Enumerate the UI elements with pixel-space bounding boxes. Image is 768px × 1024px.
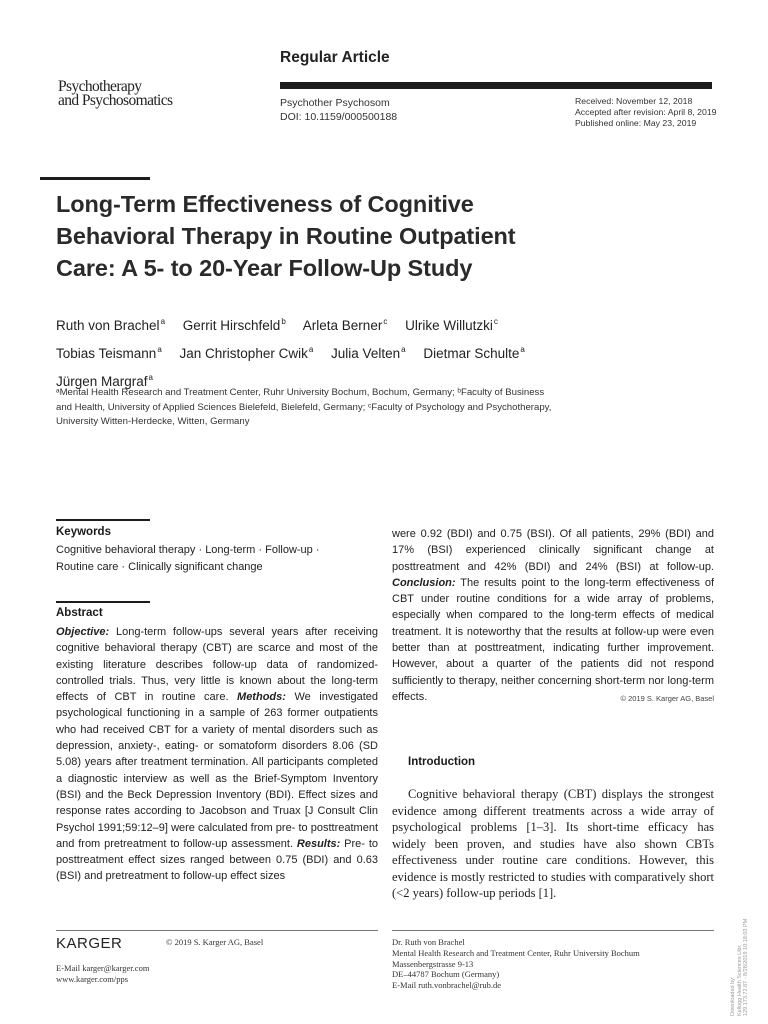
title-line: Long-Term Effectiveness of Cognitive	[56, 191, 474, 217]
doi-link[interactable]: DOI: 10.1159/000500188	[280, 111, 398, 123]
footer-rule	[56, 930, 378, 931]
published-date: Published online: May 23, 2019	[575, 118, 697, 128]
author[interactable]: Jürgen Margraf$^a$	[56, 373, 153, 389]
journal-logo	[58, 80, 172, 108]
author[interactable]: Jan Christopher Cwik$^a$	[179, 345, 314, 361]
keywords-line: Cognitive behavioral therapy · Long-term · Follow-up ·	[56, 544, 320, 556]
header-rule	[280, 82, 712, 89]
correspondence-address	[392, 937, 640, 991]
correspondence-line: Mental Health Research and Treatment Center, Ruhr University Bochum	[392, 947, 640, 958]
abstract-rule	[56, 601, 150, 603]
journal-logo-line2: and Psychosomatics	[58, 92, 173, 109]
author[interactable]: Dietmar Schulte$^a$	[423, 345, 525, 361]
article-dates	[575, 96, 717, 129]
article-type: Regular Article	[280, 49, 390, 66]
title-rule	[40, 177, 150, 180]
author[interactable]: Arleta Berner$^c$	[302, 317, 388, 333]
author-line	[56, 310, 539, 338]
author[interactable]: Ruth von Brachel$^a$	[56, 317, 166, 333]
publisher-contact	[56, 963, 149, 985]
publisher-copyright: © 2019 S. Karger AG, Basel	[166, 937, 264, 947]
publisher-email-link[interactable]: E-Mail karger@karger.com	[56, 963, 150, 973]
journal-name: Psychother Psychosom	[280, 97, 390, 109]
abstract-copyright: © 2019 S. Karger AG, Basel	[620, 693, 714, 703]
results-text-continued: were 0.92 (BDI) and 0.75 (BSI). Of all patients, 29% (BDI) and 17% (BSI) experienced clinically significant change at posttreatment and 42% (BDI) and 24% (BSI) at follow-up.	[392, 528, 714, 573]
keywords-rule	[56, 519, 150, 521]
keywords-heading: Keywords	[56, 526, 111, 538]
affiliation-line: and Health, University of Applied Sciences Bielefeld, Bielefeld, Germany; ᶜFaculty of Psychology and Psychotherapy,	[56, 401, 552, 413]
publisher-web-link[interactable]: www.karger.com/pps	[56, 974, 129, 984]
results-label: Results:	[296, 837, 341, 850]
methods-label: Methods:	[237, 691, 286, 704]
title-line: Behavioral Therapy in Routine Outpatient	[56, 223, 516, 249]
correspondence-line: DE–44787 Bochum (Germany)	[392, 969, 500, 980]
conclusion-label: Conclusion:	[392, 576, 456, 589]
author-line	[56, 338, 539, 366]
author[interactable]: Gerrit Hirschfeld$^b$	[182, 317, 286, 333]
keywords-line: Routine care · Clinically significant change	[56, 560, 263, 573]
introduction-heading: Introduction	[408, 756, 476, 768]
abstract-heading: Abstract	[56, 607, 103, 619]
publisher-logo: KARGER	[56, 935, 123, 952]
journal-citation	[280, 96, 397, 124]
objective-label: Objective:	[56, 626, 110, 638]
affiliation-line: University Witten-Herdecke, Witten, Germany	[56, 416, 250, 427]
author[interactable]: Julia Velten$^a$	[331, 345, 406, 361]
abstract-column-right	[392, 526, 714, 707]
author-list	[56, 310, 539, 394]
author[interactable]: Ulrike Willutzki$^c$	[405, 317, 498, 333]
conclusion-text: The results point to the long-term effectiveness of CBT under routine conditions for a wide array of problems, especially when compared to the long-term effects of medical treatment. It is noteworthy that the results at follow-up were even better than at posttreatment, indicating further improvement. However, about a quarter of the patients did not respond sufficiently to therapy, neither concerning short-term nor long-term effects.	[392, 576, 714, 703]
abstract-column-left	[56, 624, 378, 885]
results-text-start: Pre- to posttreatment effect sizes ranged between 0.75 (BDI) and 0.63 (BSI) and pretreatment to follow-up effect sizes	[56, 837, 378, 883]
introduction-text: Cognitive behavioral therapy (CBT) displays the strongest evidence among different treatments across a wide array of psychological problems [1–3]. Its short-time efficacy has widely been proven, and studies have also shown CBTs effectiveness under routine care conditions. However, this evidence is mostly restricted to studies with comparatively short (<2 years) follow-up periods [1].	[392, 787, 714, 900]
article-title	[56, 188, 676, 284]
correspondence-line: Dr. Ruth von Brachel	[392, 937, 465, 947]
download-watermark: Downloaded by: Kellogg Health Sciences Libr. 129.173.72.87 - 8/28/2019 10:18:03 PM	[730, 918, 749, 1016]
methods-text: We investigated psychological functioning in a sample of 263 former outpatients who had received CBT for a variety of mental disorders such as depression, anxiety-, eating- or somatoform disorders 8.06 (SD 5.08) years after treatment termination. All participants completed a diagnostic interview as well as the Brief-Symptom Inventory (BSI) and the Beck Depression Inventory (BDI). Effect sizes and response rates according to Jacobson and Truax [J Consult Clin Psychol 1991;59:12–9] were calculated from pre- to posttreatment and from pretreatment to follow-up assessment.	[56, 691, 378, 850]
objective-text: Long-term follow-ups several years after receiving cognitive behavioral therapy (CBT) are scarce and most of the existing literature describes follow-up data of randomized-controlled trials. Thus, very little is known about the long-term effects of CBT in routine care.	[56, 626, 378, 704]
received-date: Received: November 12, 2018	[575, 96, 693, 106]
accepted-date: Accepted after revision: April 8, 2019	[575, 107, 717, 117]
affiliation-line: ᵃMental Health Research and Treatment Center, Ruhr University Bochum, Bochum, Germany; ᵇFaculty of Business	[56, 387, 545, 398]
affiliations	[56, 386, 616, 430]
correspondence-email-link[interactable]: E-Mail ruth.vonbrachel@rub.de	[392, 980, 502, 991]
author[interactable]: Tobias Teismann$^a$	[56, 345, 162, 361]
footer-rule	[392, 930, 714, 931]
keywords-text	[56, 542, 320, 575]
correspondence-line: Massenbergstrasse 9-13	[392, 958, 474, 969]
journal-logo-line1: Psychotherapy	[58, 78, 142, 95]
title-line: Care: A 5- to 20-Year Follow-Up Study	[56, 255, 473, 281]
